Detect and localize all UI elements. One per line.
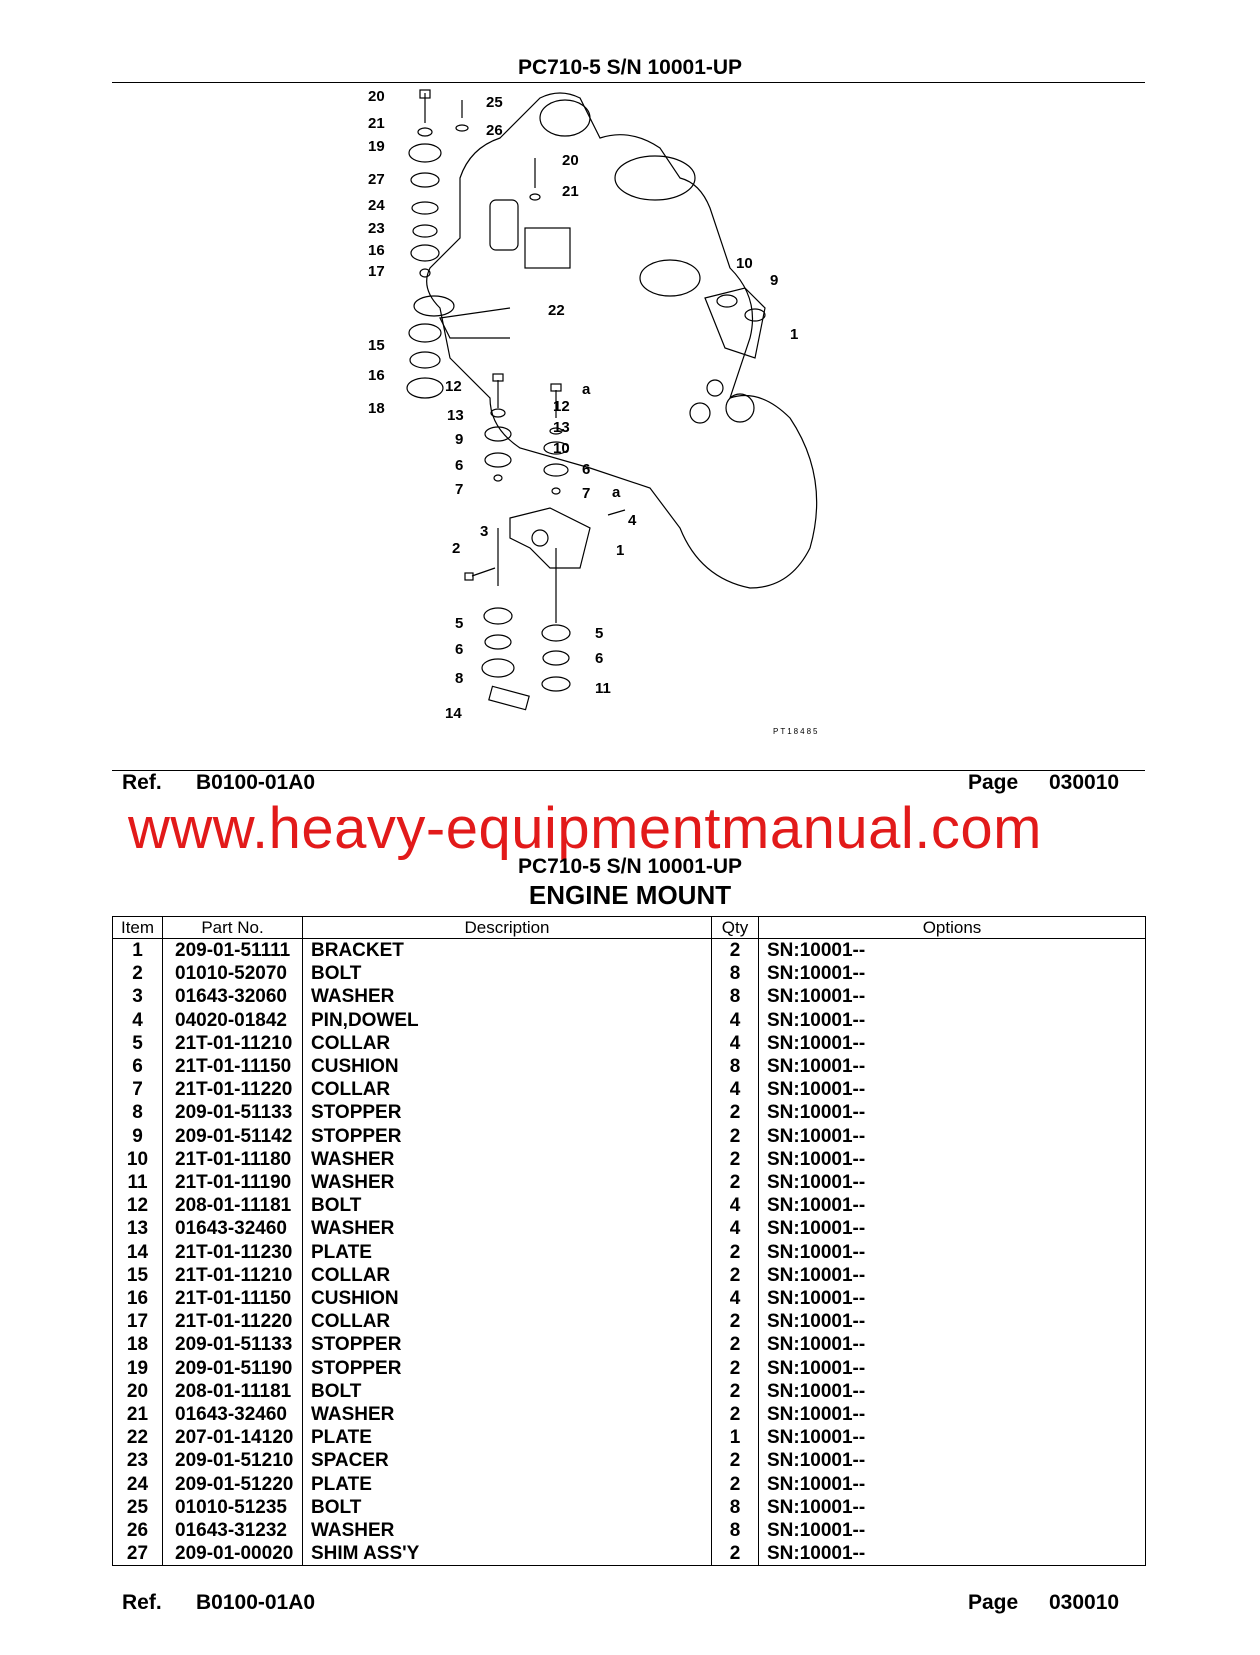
part-description: WASHER (303, 1171, 712, 1194)
item-number: 12 (113, 1194, 163, 1217)
part-number: 21T-01-11150 (163, 1287, 303, 1310)
part-description: BOLT (303, 1194, 712, 1217)
table-row (113, 1125, 1146, 1148)
part-number: 21T-01-11180 (163, 1148, 303, 1171)
item-number: 20 (113, 1380, 163, 1403)
table-row (113, 1194, 1146, 1217)
part-options: SN:10001-- (759, 939, 1146, 963)
svg-text:20: 20 (368, 88, 385, 105)
svg-text:24: 24 (368, 197, 385, 214)
part-description: WASHER (303, 1148, 712, 1171)
part-options: SN:10001-- (759, 1241, 1146, 1264)
table-row (113, 1519, 1146, 1542)
part-description: PIN,DOWEL (303, 1009, 712, 1032)
part-qty: 8 (712, 985, 759, 1008)
part-qty: 2 (712, 1473, 759, 1496)
part-description: SPACER (303, 1449, 712, 1472)
part-number: 21T-01-11220 (163, 1310, 303, 1333)
part-options: SN:10001-- (759, 962, 1146, 985)
part-qty: 2 (712, 1264, 759, 1287)
part-number: 21T-01-11220 (163, 1078, 303, 1101)
item-number: 5 (113, 1032, 163, 1055)
item-number: 2 (113, 962, 163, 985)
svg-text:21: 21 (368, 115, 385, 132)
header-rule (112, 82, 1145, 83)
parts-table (112, 916, 1145, 1566)
part-description: WASHER (303, 985, 712, 1008)
col-item-header: Item (113, 917, 163, 939)
item-number: 17 (113, 1310, 163, 1333)
col-options-header: Options (759, 917, 1146, 939)
part-qty: 4 (712, 1194, 759, 1217)
page-label: Page (968, 1591, 1019, 1614)
table-row (113, 1403, 1146, 1426)
svg-text:11: 11 (595, 680, 611, 697)
part-options: SN:10001-- (759, 1078, 1146, 1101)
table-row (113, 1333, 1146, 1356)
part-description: CUSHION (303, 1287, 712, 1310)
part-number: 21T-01-11210 (163, 1032, 303, 1055)
table-row (113, 939, 1146, 963)
part-qty: 2 (712, 939, 759, 963)
part-qty: 1 (712, 1426, 759, 1449)
svg-text:6: 6 (455, 457, 464, 474)
part-description: WASHER (303, 1403, 712, 1426)
item-number: 9 (113, 1125, 163, 1148)
table-header-row (113, 917, 1146, 939)
part-qty: 2 (712, 1357, 759, 1380)
item-number: 8 (113, 1101, 163, 1124)
svg-text:1: 1 (616, 542, 625, 559)
table-row (113, 1449, 1146, 1472)
page-value: 030010 (1049, 771, 1120, 794)
svg-text:13: 13 (447, 407, 464, 424)
table-row (113, 1310, 1146, 1333)
table-row (113, 1426, 1146, 1449)
svg-text:10: 10 (736, 255, 753, 272)
part-description: STOPPER (303, 1125, 712, 1148)
svg-text:9: 9 (770, 272, 779, 289)
part-options: SN:10001-- (759, 1287, 1146, 1310)
item-number: 19 (113, 1357, 163, 1380)
table-row (113, 1264, 1146, 1287)
part-options: SN:10001-- (759, 1148, 1146, 1171)
part-qty: 2 (712, 1542, 759, 1566)
part-qty: 2 (712, 1333, 759, 1356)
part-description: CUSHION (303, 1055, 712, 1078)
part-options: SN:10001-- (759, 1171, 1146, 1194)
part-qty: 2 (712, 1148, 759, 1171)
part-number: 209-01-51190 (163, 1357, 303, 1380)
part-number: 208-01-11181 (163, 1194, 303, 1217)
svg-text:6: 6 (455, 641, 464, 658)
part-options: SN:10001-- (759, 1473, 1146, 1496)
part-options: SN:10001-- (759, 1496, 1146, 1519)
svg-text:a: a (612, 484, 621, 501)
svg-text:4: 4 (628, 512, 637, 529)
part-qty: 2 (712, 1241, 759, 1264)
svg-text:10: 10 (553, 440, 570, 457)
item-number: 4 (113, 1009, 163, 1032)
part-number: 208-01-11181 (163, 1380, 303, 1403)
page-value: 030010 (1049, 1591, 1120, 1614)
part-description: PLATE (303, 1473, 712, 1496)
part-description: BOLT (303, 1496, 712, 1519)
part-description: PLATE (303, 1241, 712, 1264)
part-qty: 8 (712, 1055, 759, 1078)
item-number: 10 (113, 1148, 163, 1171)
watermark-url: www.heavy-equipmentmanual.com (128, 796, 1042, 861)
part-options: SN:10001-- (759, 1403, 1146, 1426)
table-row (113, 1473, 1146, 1496)
part-description: BRACKET (303, 939, 712, 963)
part-number: 209-01-51133 (163, 1333, 303, 1356)
svg-text:6: 6 (582, 461, 591, 478)
table-row (113, 1287, 1146, 1310)
part-options: SN:10001-- (759, 1519, 1146, 1542)
svg-text:13: 13 (553, 419, 570, 436)
footer-top (112, 771, 1145, 799)
part-options: SN:10001-- (759, 985, 1146, 1008)
part-description: BOLT (303, 962, 712, 985)
part-description: COLLAR (303, 1078, 712, 1101)
part-qty: 2 (712, 1171, 759, 1194)
part-description: STOPPER (303, 1333, 712, 1356)
table-row (113, 1171, 1146, 1194)
col-part-header: Part No. (163, 917, 303, 939)
part-qty: 2 (712, 1403, 759, 1426)
part-number: 209-01-51220 (163, 1473, 303, 1496)
part-qty: 4 (712, 1009, 759, 1032)
part-qty: 4 (712, 1287, 759, 1310)
part-number: 209-01-00020 (163, 1542, 303, 1566)
part-qty: 4 (712, 1078, 759, 1101)
footer-bottom (112, 1591, 1145, 1619)
svg-text:12: 12 (553, 398, 570, 415)
part-qty: 2 (712, 1125, 759, 1148)
part-qty: 8 (712, 1496, 759, 1519)
part-description: COLLAR (303, 1310, 712, 1333)
part-options: SN:10001-- (759, 1101, 1146, 1124)
item-number: 13 (113, 1217, 163, 1240)
table-row (113, 985, 1146, 1008)
page-title: PC710-5 S/N 10001-UP (517, 56, 743, 79)
svg-text:23: 23 (368, 220, 385, 237)
item-number: 22 (113, 1426, 163, 1449)
svg-text:15: 15 (368, 337, 385, 354)
table-row (113, 1217, 1146, 1240)
part-number: 01643-32460 (163, 1403, 303, 1426)
part-options: SN:10001-- (759, 1125, 1146, 1148)
part-number: 01643-32460 (163, 1217, 303, 1240)
part-description: COLLAR (303, 1032, 712, 1055)
svg-text:2: 2 (452, 540, 461, 557)
part-qty: 2 (712, 1380, 759, 1403)
part-number: 207-01-14120 (163, 1426, 303, 1449)
svg-text:6: 6 (595, 650, 604, 667)
part-number: 01010-51235 (163, 1496, 303, 1519)
part-description: WASHER (303, 1519, 712, 1542)
part-number: 209-01-51133 (163, 1101, 303, 1124)
svg-text:18: 18 (368, 400, 385, 417)
part-number: 209-01-51142 (163, 1125, 303, 1148)
table-row (113, 1032, 1146, 1055)
part-options: SN:10001-- (759, 1310, 1146, 1333)
svg-text:7: 7 (582, 485, 591, 502)
col-qty-header: Qty (712, 917, 759, 939)
section-model: PC710-5 S/N 10001-UP (517, 855, 743, 878)
table-row (113, 1009, 1146, 1032)
part-description: STOPPER (303, 1101, 712, 1124)
svg-text:21: 21 (562, 183, 579, 200)
svg-text:1: 1 (790, 326, 799, 343)
part-options: SN:10001-- (759, 1542, 1146, 1566)
part-description: WASHER (303, 1217, 712, 1240)
item-number: 26 (113, 1519, 163, 1542)
svg-text:25: 25 (486, 94, 503, 111)
table-row (113, 1078, 1146, 1101)
part-qty: 8 (712, 1519, 759, 1542)
item-number: 15 (113, 1264, 163, 1287)
svg-text:17: 17 (368, 263, 385, 280)
part-number: 01010-52070 (163, 962, 303, 985)
part-options: SN:10001-- (759, 1333, 1146, 1356)
item-number: 25 (113, 1496, 163, 1519)
table-row (113, 962, 1146, 985)
part-qty: 2 (712, 1310, 759, 1333)
table-row (113, 1496, 1146, 1519)
part-options: SN:10001-- (759, 1426, 1146, 1449)
table-row (113, 1542, 1146, 1566)
item-number: 6 (113, 1055, 163, 1078)
svg-text:27: 27 (368, 171, 385, 188)
part-number: 209-01-51111 (163, 939, 303, 963)
svg-text:3: 3 (480, 523, 489, 540)
diagram-code: PT18485 (773, 727, 820, 736)
table-row (113, 1101, 1146, 1124)
page-label: Page (968, 771, 1019, 794)
part-options: SN:10001-- (759, 1449, 1146, 1472)
part-number: 01643-31232 (163, 1519, 303, 1542)
col-desc-header: Description (303, 917, 712, 939)
table-row (113, 1055, 1146, 1078)
svg-text:20: 20 (562, 152, 579, 169)
item-number: 7 (113, 1078, 163, 1101)
item-number: 3 (113, 985, 163, 1008)
ref-value: B0100-01A0 (196, 771, 316, 794)
part-description: STOPPER (303, 1357, 712, 1380)
svg-text:16: 16 (368, 242, 385, 259)
ref-label: Ref. (122, 1591, 162, 1614)
table-row (113, 1380, 1146, 1403)
part-options: SN:10001-- (759, 1380, 1146, 1403)
part-number: 21T-01-11150 (163, 1055, 303, 1078)
section-title: ENGINE MOUNT (528, 880, 732, 910)
item-number: 18 (113, 1333, 163, 1356)
svg-text:22: 22 (548, 302, 565, 319)
part-options: SN:10001-- (759, 1009, 1146, 1032)
item-number: 11 (113, 1171, 163, 1194)
part-options: SN:10001-- (759, 1055, 1146, 1078)
part-qty: 4 (712, 1032, 759, 1055)
table-row (113, 1241, 1146, 1264)
item-number: 23 (113, 1449, 163, 1472)
svg-text:12: 12 (445, 378, 462, 395)
part-number: 209-01-51210 (163, 1449, 303, 1472)
part-number: 21T-01-11190 (163, 1171, 303, 1194)
part-number: 01643-32060 (163, 985, 303, 1008)
item-number: 24 (113, 1473, 163, 1496)
part-number: 21T-01-11210 (163, 1264, 303, 1287)
svg-text:16: 16 (368, 367, 385, 384)
part-description: PLATE (303, 1426, 712, 1449)
svg-text:7: 7 (455, 481, 464, 498)
svg-text:9: 9 (455, 431, 464, 448)
table-row (113, 1148, 1146, 1171)
part-options: SN:10001-- (759, 1264, 1146, 1287)
part-options: SN:10001-- (759, 1032, 1146, 1055)
part-description: BOLT (303, 1380, 712, 1403)
ref-label: Ref. (122, 771, 162, 794)
part-description: SHIM ASS'Y (303, 1542, 712, 1566)
svg-text:a: a (582, 381, 591, 398)
svg-text:26: 26 (486, 122, 503, 139)
part-description: COLLAR (303, 1264, 712, 1287)
part-options: SN:10001-- (759, 1357, 1146, 1380)
item-number: 21 (113, 1403, 163, 1426)
svg-text:5: 5 (595, 625, 604, 642)
part-qty: 8 (712, 962, 759, 985)
part-qty: 2 (712, 1101, 759, 1124)
svg-text:19: 19 (368, 138, 385, 155)
part-qty: 4 (712, 1217, 759, 1240)
part-number: 04020-01842 (163, 1009, 303, 1032)
part-options: SN:10001-- (759, 1194, 1146, 1217)
item-number: 27 (113, 1542, 163, 1566)
parts-diagram (370, 88, 910, 778)
ref-value: B0100-01A0 (196, 1591, 316, 1614)
part-qty: 2 (712, 1449, 759, 1472)
svg-text:8: 8 (455, 670, 464, 687)
svg-text:14: 14 (445, 705, 462, 722)
item-number: 14 (113, 1241, 163, 1264)
part-number: 21T-01-11230 (163, 1241, 303, 1264)
svg-text:5: 5 (455, 615, 464, 632)
item-number: 1 (113, 939, 163, 963)
part-options: SN:10001-- (759, 1217, 1146, 1240)
item-number: 16 (113, 1287, 163, 1310)
table-row (113, 1357, 1146, 1380)
